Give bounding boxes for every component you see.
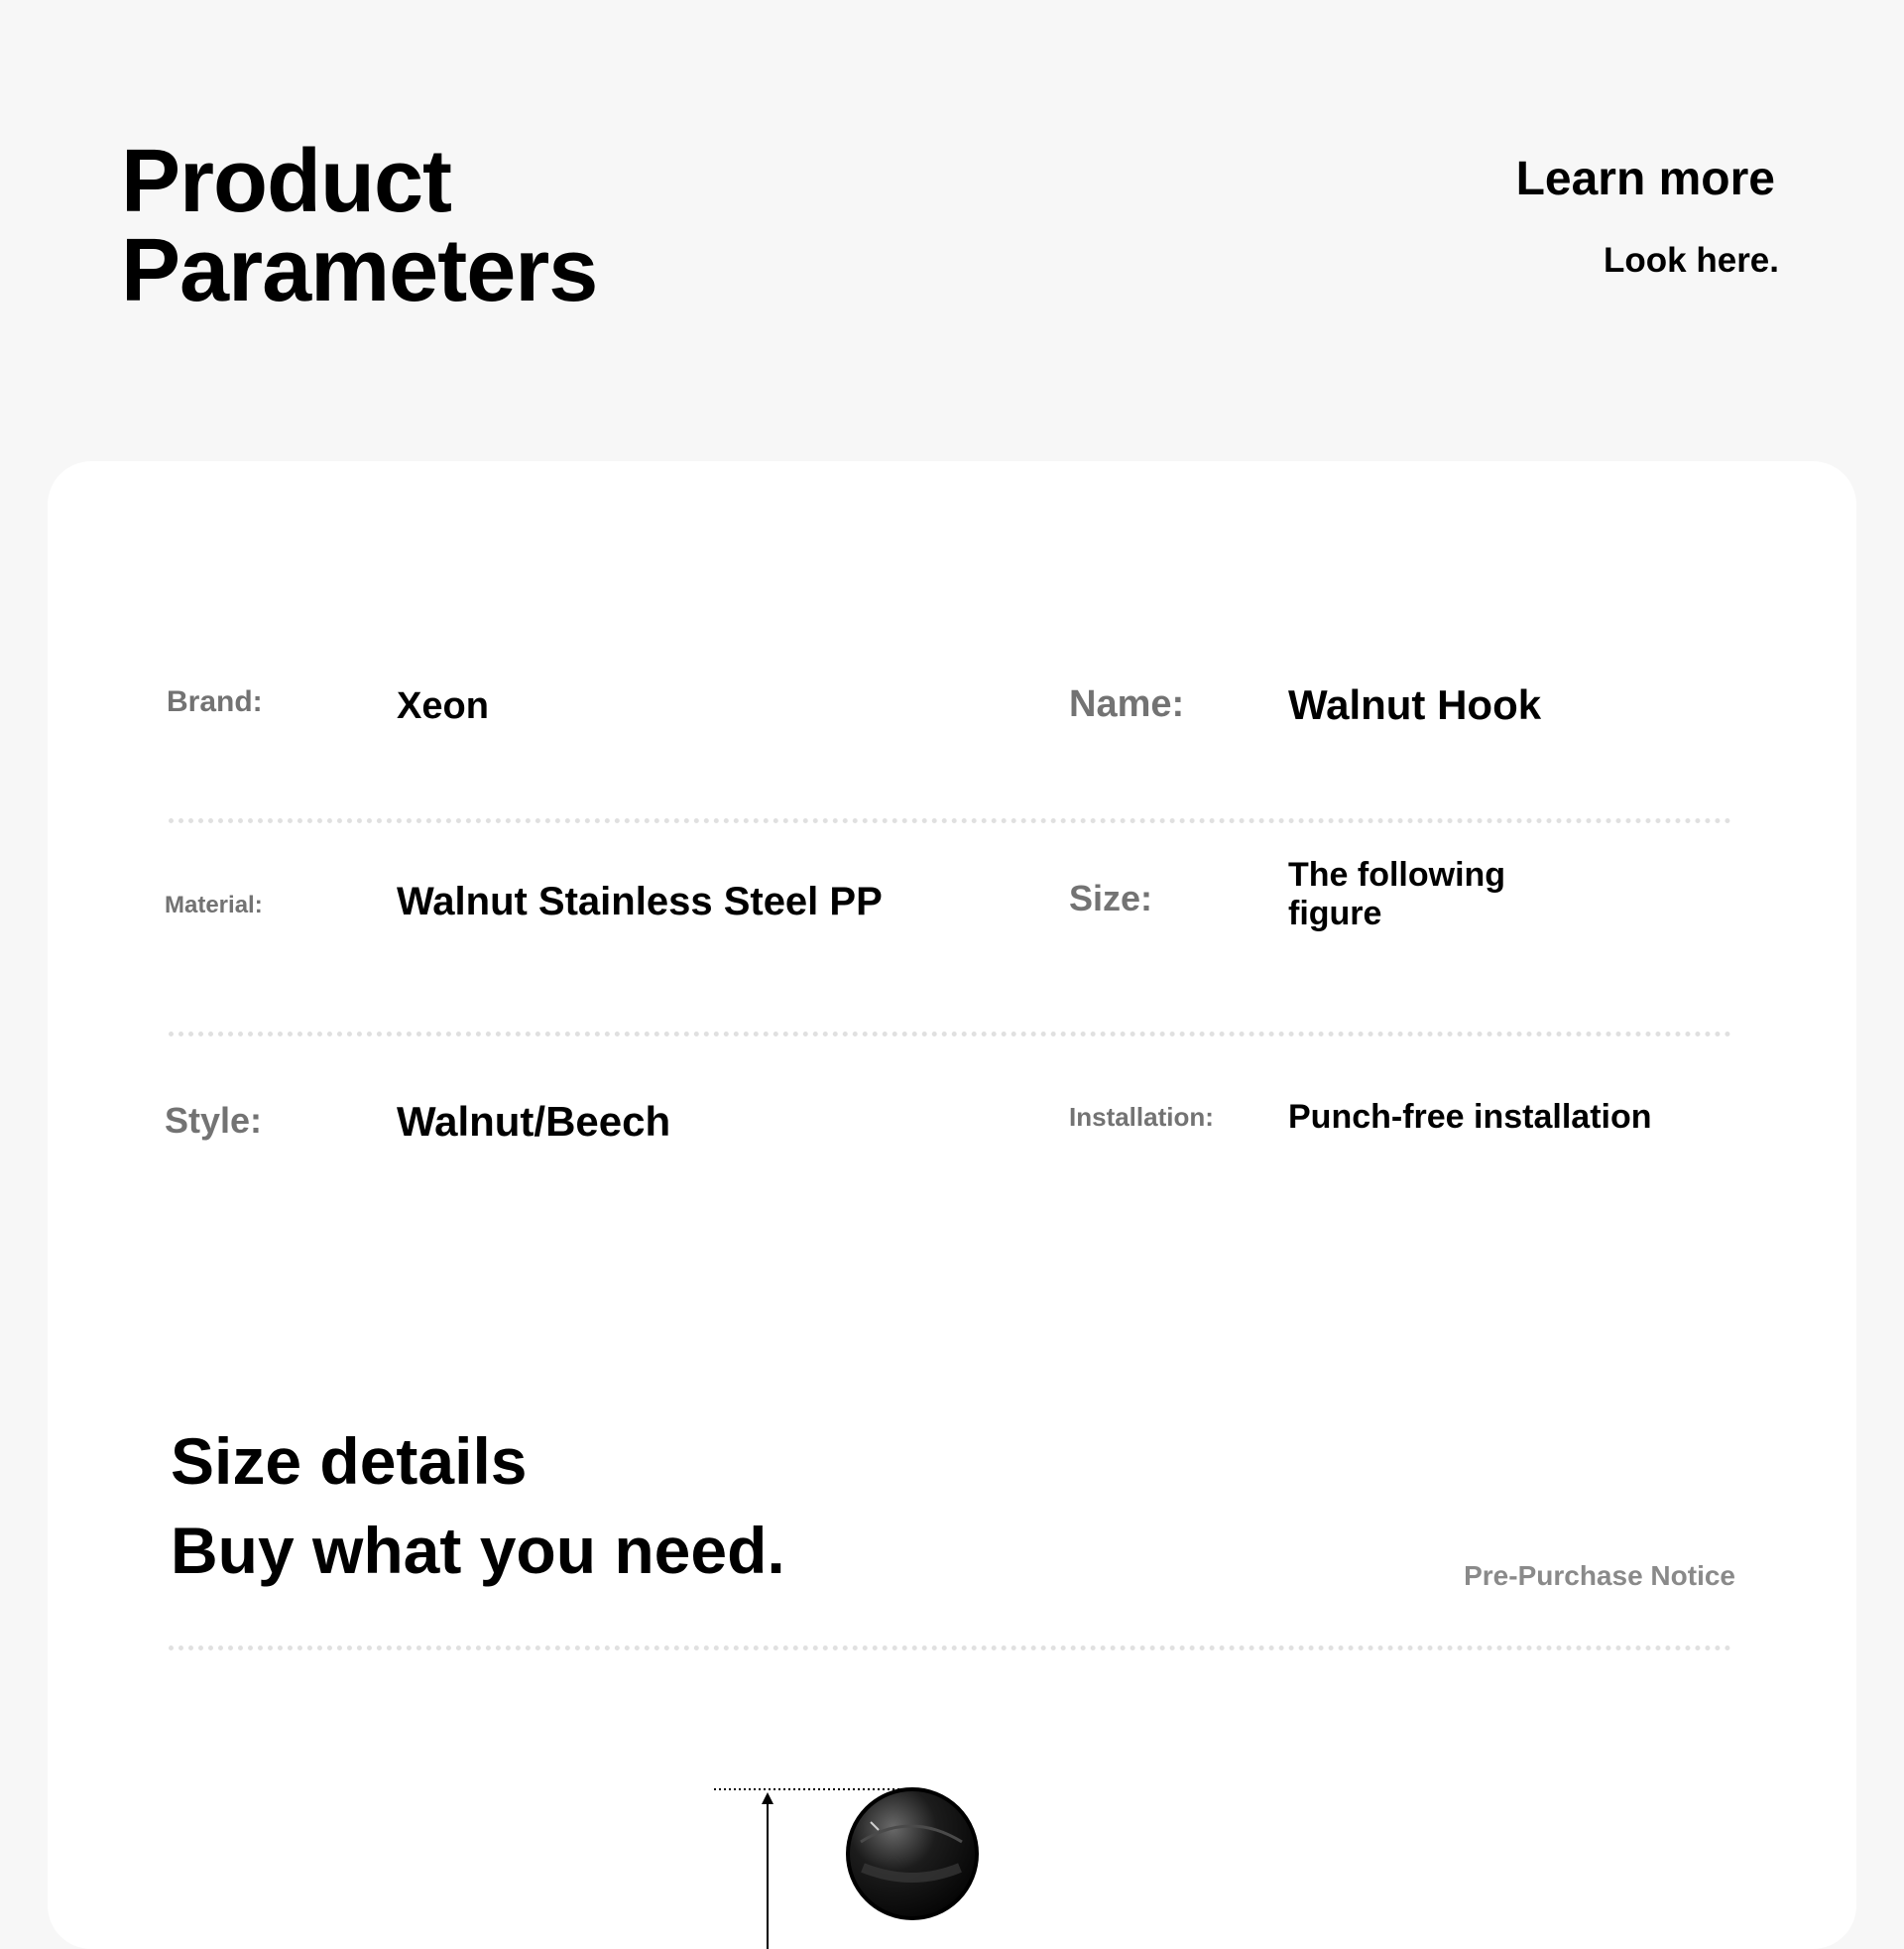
page-title-line-1: Product — [121, 132, 452, 231]
size-details-title: Size details — [171, 1424, 528, 1498]
page-title-line-2: Parameters — [121, 221, 598, 320]
page-title — [121, 132, 598, 320]
product-card — [48, 461, 1856, 1949]
style-value: Walnut/Beech — [397, 1098, 671, 1145]
param-row-1 — [167, 681, 1729, 804]
look-here-text: Look here. — [1604, 241, 1779, 280]
brand-value: Xeon — [397, 685, 489, 727]
size-label: Size: — [1069, 878, 1153, 918]
installation-label: Installation: — [1069, 1102, 1214, 1132]
size-value-line-2: figure — [1288, 895, 1382, 932]
brand-label: Brand: — [167, 685, 263, 718]
size-details-subtitle: Buy what you need. — [171, 1514, 785, 1587]
learn-more-link: Learn more — [1515, 153, 1775, 205]
hook-dimension-figure — [712, 1780, 1010, 1949]
material-value: Walnut Stainless Steel PP — [397, 880, 883, 923]
style-label: Style: — [165, 1100, 263, 1141]
param-row-3 — [165, 1098, 1729, 1227]
size-value-line-1: The following — [1288, 856, 1506, 894]
param-row-2 — [165, 856, 1729, 1011]
installation-value: Punch-free installation — [1288, 1098, 1652, 1136]
size-value — [1288, 856, 1505, 933]
material-label: Material: — [165, 892, 263, 918]
name-value: Walnut Hook — [1288, 681, 1542, 728]
divider-2 — [169, 1032, 1731, 1036]
name-label: Name: — [1069, 683, 1185, 725]
hook-knob-icon — [848, 1789, 977, 1918]
divider-3 — [169, 1645, 1731, 1650]
pre-purchase-notice: Pre-Purchase Notice — [1464, 1560, 1735, 1591]
divider-1 — [169, 818, 1731, 823]
